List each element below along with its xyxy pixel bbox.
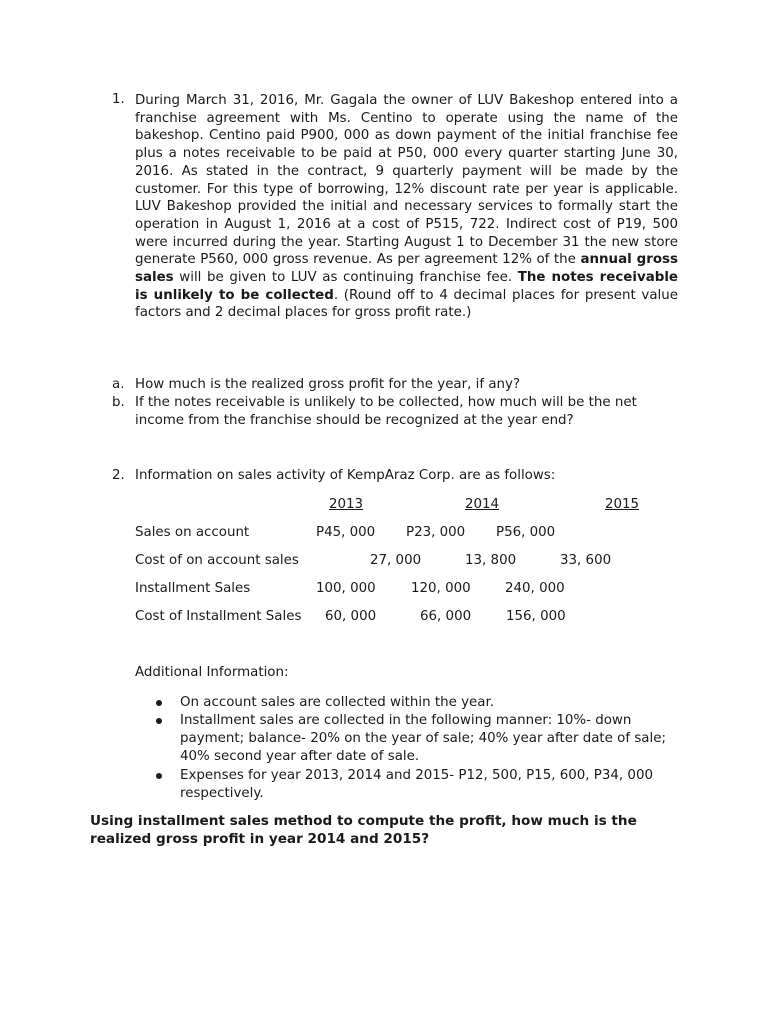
- row-label-cost-of-on-account-sales: Cost of on account sales: [135, 553, 299, 568]
- question-1-bold-notes-unlikely: The notes receivable is unlikely to be collected: [135, 270, 678, 303]
- list-item: Expenses for year 2013, 2014 and 2015- P12, 500, P15, 600, P34, 000 respectively.: [180, 768, 653, 801]
- final-question: Using installment sales method to compute the profit, how much is the realized gross profit in year 2014 and 2015?: [90, 813, 637, 847]
- row-label-cost-of-installment-sales: Cost of Installment Sales: [135, 609, 302, 624]
- bullet-icon: [156, 694, 162, 706]
- sub-question-b-letter: b.: [112, 395, 125, 410]
- table-cell: 13, 800: [465, 553, 517, 568]
- question-1-text: [135, 92, 678, 322]
- row-label-installment-sales: Installment Sales: [135, 581, 251, 596]
- sub-question-a-text: How much is the realized gross profit for the year, if any?: [135, 377, 521, 392]
- sub-question-b-text-line-2: income from the franchise should be recognized at the year end?: [135, 413, 574, 428]
- question-2-number: 2.: [112, 468, 125, 483]
- question-2-intro: Information on sales activity of KempAraz Corp. are as follows:: [135, 468, 556, 483]
- question-1-text-part-2: will be given to LUV as continuing franchise fee.: [173, 270, 518, 286]
- table-cell: 240, 000: [505, 581, 565, 596]
- year-header-2013: 2013: [329, 497, 364, 512]
- table-cell: 60, 000: [325, 609, 377, 624]
- sub-question-b-text-line-1: If the notes receivable is unlikely to be collected, how much will be the net: [135, 395, 637, 410]
- table-cell: 100, 000: [316, 581, 376, 596]
- table-cell: P45, 000: [316, 525, 376, 540]
- bullet-icon: [156, 767, 162, 779]
- list-item: Installment sales are collected in the following manner: 10%- down payment; balance- 20% on the year of sale; 40% year after date of sale; 40% second year after date of sale.: [180, 713, 666, 764]
- row-label-sales-on-account: Sales on account: [135, 525, 250, 540]
- table-cell: 156, 000: [506, 609, 566, 624]
- table-cell: 33, 600: [560, 553, 612, 568]
- list-item: On account sales are collected within the year.: [180, 695, 495, 710]
- table-cell: 66, 000: [420, 609, 472, 624]
- table-cell: 120, 000: [411, 581, 471, 596]
- table-cell: 27, 000: [370, 553, 422, 568]
- question-1-bold-annual-gross-sales: annual gross sales: [135, 252, 678, 286]
- question-1-text-part-1: During March 31, 2016, Mr. Gagala the owner of LUV Bakeshop entered into a franchise agreement with Ms. Centino to operate using the name of the bakeshop. Centino paid P900, 000 as down payment of the initial franchise fee plus a notes receivable to be paid at P50, 000 every quarter starting June 30, 2016. As stated in the contract, 9 quarterly payment will be made by the customer. For this type of borrowing, 12% discount rate per year is applicable. LUV Bakeshop provided the initial and necessary services to formally start the operation in August 1, 2016 at a cost of P515, 722. Indirect cost of P19, 500 were incurred during the year. Starting August 1 to December 31 the new store generate P560, 000 gross revenue. As per agreement 12% of the: [135, 93, 678, 268]
- year-header-2014: 2014: [465, 497, 500, 512]
- table-cell: P56, 000: [496, 525, 556, 540]
- year-header-2015: 2015: [605, 497, 640, 512]
- question-1-number: 1.: [112, 92, 125, 107]
- additional-information-label: Additional Information:: [135, 665, 289, 680]
- sub-question-a-letter: a.: [112, 377, 125, 392]
- bullet-icon: [156, 712, 162, 724]
- table-cell: P23, 000: [406, 525, 466, 540]
- question-1-text-part-3: . (Round off to 4 decimal places for present value factors and 2 decimal places for gross profit rate.): [135, 287, 678, 321]
